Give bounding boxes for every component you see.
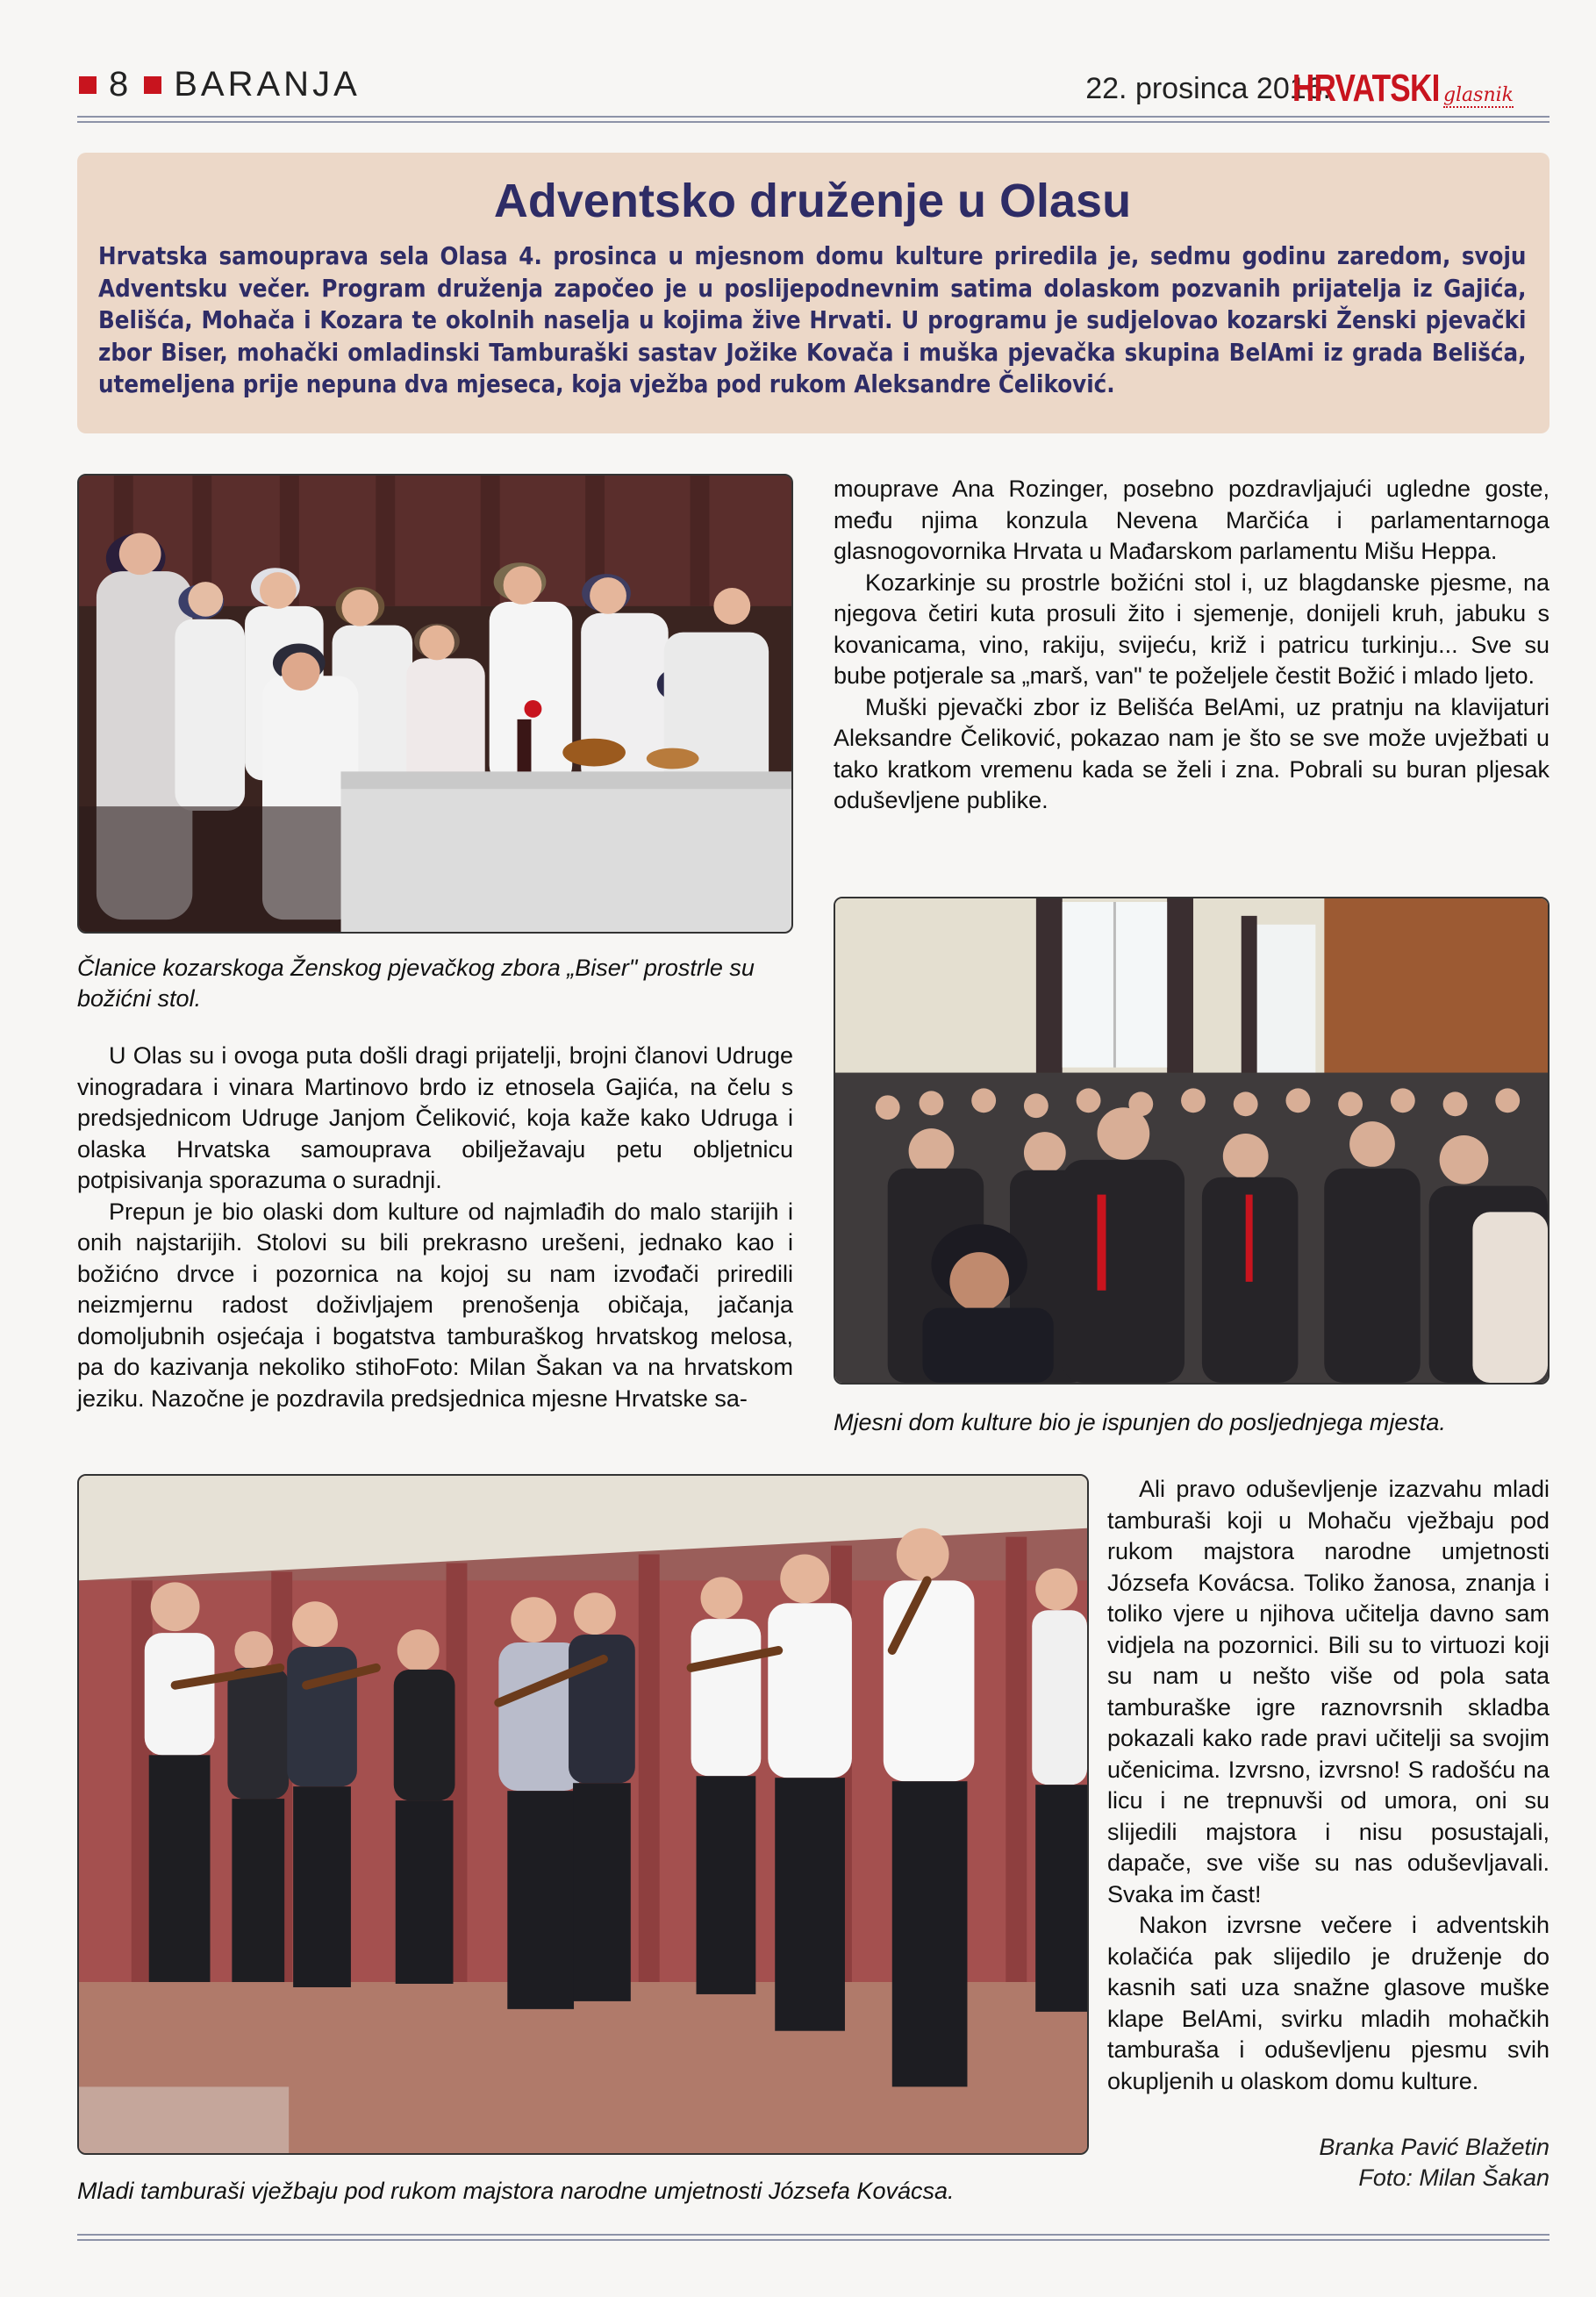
lead-box xyxy=(77,153,1549,433)
body-column-right-top xyxy=(834,474,1549,817)
footer-rule xyxy=(77,2239,1549,2241)
page-header-section xyxy=(79,65,361,104)
paragraph: mouprave Ana Rozinger, posebno pozdravljajući ugledne goste, među njima konzula Nevena Marčića i parlamentarnoga glasnogovornika Hrvata u Mađarskom parlamentu Mišu Heppa. xyxy=(834,476,1549,564)
red-square-icon xyxy=(79,76,97,94)
section-name: BARANJA xyxy=(174,65,361,104)
masthead-logo xyxy=(1256,67,1514,111)
body-column-right-bottom xyxy=(1107,1474,1549,2097)
paragraph: U Olas su i ovoga puta došli dragi prijatelji, brojni članovi Udruge vinogradara i vinara Martinovo brdo iz etnosela Gajića, na čelu s predsjednicom Udruge Janjom Čeliković, koja kaže kako Udruga i olaska Hrvatska samouprava obilježavaju petu obljetnicu potpisivanja sporazuma o suradnji. xyxy=(77,1042,793,1193)
page-number: 8 xyxy=(109,65,132,104)
author-signature xyxy=(1107,2132,1549,2193)
paragraph: Prepun je bio olaski dom kulture od najmlađih do malo starijih i onih najstarijih. Stolovi su bili prekrasno urešeni, jednako kao i božićno drvce i pozornica na kojoj su nam izvođači priredili neizmjernu radost doživljajem prenošenja običaja, jačanja domoljubnih osjećaja i bogatstva tamburaškog hrvatskog melosa, pa do kazivanja nekoliko stihoFoto: Milan Šakan va na hrvatskom jeziku. Nazočne je pozdravila predsjednica mjesne Hrvatske sa- xyxy=(77,1198,793,1412)
photo-tamburica-players xyxy=(77,1474,1089,2155)
header-rule xyxy=(77,121,1549,123)
paragraph: Muški pjevački zbor iz Belišća BelAmi, uz pratnju na klavijaturi Aleksandre Čeliković, pokazao nam je što se sve može uvježbati u tako kratkom vremenu kada se želi i zna. Pobrali su buran pljesak oduševljene publike. xyxy=(834,693,1549,813)
lead-paragraph: Hrvatska samouprava sela Olasa 4. prosinca u mjesnom domu kulture priredila je, sedmu godinu zaredom, svoju Adventsku večer. Program druženja započeo je u poslijepodnevnim satima dolaskom pozvanih prijatelja iz Gajića, Belišća, Mohača i Kozara te okolnih naselja u kojima žive Hrvati. U programu je sudjelovao kozarski Ženski pjevački zbor Biser, mohački omladinski Tamburaški sastav Jožike Kovača i muška pjevačka skupina BelAmi iz grada Belišća, utemeljena prije nepuna dva mjeseca, koja vježba pod rukom Aleksandre Čeliković. xyxy=(98,241,1527,399)
paragraph: Kozarkinje su prostrle božićni stol i, uz blagdanske pjesme, na njegova četiri kuta prosuli žito i sjemenje, donijeli kruh, jabuku s kovanicama, vino, rakiju, svijeću, križ i patricu turkinju... Sve su bube potjerale sa „marš, van" te poželjele čestit Božić i mlado ljeto. xyxy=(834,569,1549,689)
author-name: Branka Pavić Blažetin xyxy=(1319,2134,1549,2160)
photo-choir-table xyxy=(77,474,793,934)
logo-main: HRVATSKI xyxy=(1292,67,1440,110)
photo-audience-hall xyxy=(834,897,1549,1385)
paragraph: Ali pravo oduševljenje izazvahu mladi tamburaši koji u Mohaču vježbaju pod rukom majstora narodne umjetnosti Józsefa Kovácsa. Toliko žanosa, znanja i toliko vjere u njihova učitelja davno sam vidjela na pozornici. Bili su to virtuozi koji su nam u nešto više od pola sata tamburaške igre raznovrsnih skladba pokazali kako rade pravi učitelji sa svojim učenicima. Izvrsno, izvrsno! S radošću na licu i ne trepnuvši od umora, oni su slijedili majstora i nisu posustajali, dapače, sve više su nas oduševljavali. Svaka im čast! xyxy=(1107,1476,1549,1907)
caption-photo-choir: Članice kozarskoga Ženskog pjevačkog zbora „Biser" prostrle su božićni stol. xyxy=(77,955,755,1012)
issue-date: 22. prosinca 2016. xyxy=(1085,72,1331,105)
paragraph: Nakon izvrsne večere i adventskih kolačića pak slijedilo je druženje do kasnih sati uza snažne glasove muške klape BelAmi, svirku mladih mohačkih tamburaša i oduševljenu pjesmu svih okupljenih u olaskom domu kulture. xyxy=(1107,1912,1549,2094)
photo-credit: Foto: Milan Šakan xyxy=(1358,2165,1549,2191)
footer-rule xyxy=(77,2234,1549,2236)
red-square-icon xyxy=(144,76,161,94)
caption-photo-audience: Mjesni dom kulture bio je ispunjen do posljednjega mjesta. xyxy=(834,1409,1446,1435)
choir-photo-image xyxy=(79,476,791,932)
caption-photo-tamburica: Mladi tamburaši vježbaju pod rukom majstora narodne umjetnosti Józsefa Kovácsa. xyxy=(77,2178,955,2204)
tamburica-photo-image xyxy=(79,1476,1087,2153)
header-rule xyxy=(77,116,1549,118)
logo-sub: glasnik xyxy=(1442,84,1514,106)
body-column-left xyxy=(77,1041,793,1414)
audience-photo-image xyxy=(835,898,1548,1383)
headline: Adventsko druženje u Olasu xyxy=(493,175,1132,227)
